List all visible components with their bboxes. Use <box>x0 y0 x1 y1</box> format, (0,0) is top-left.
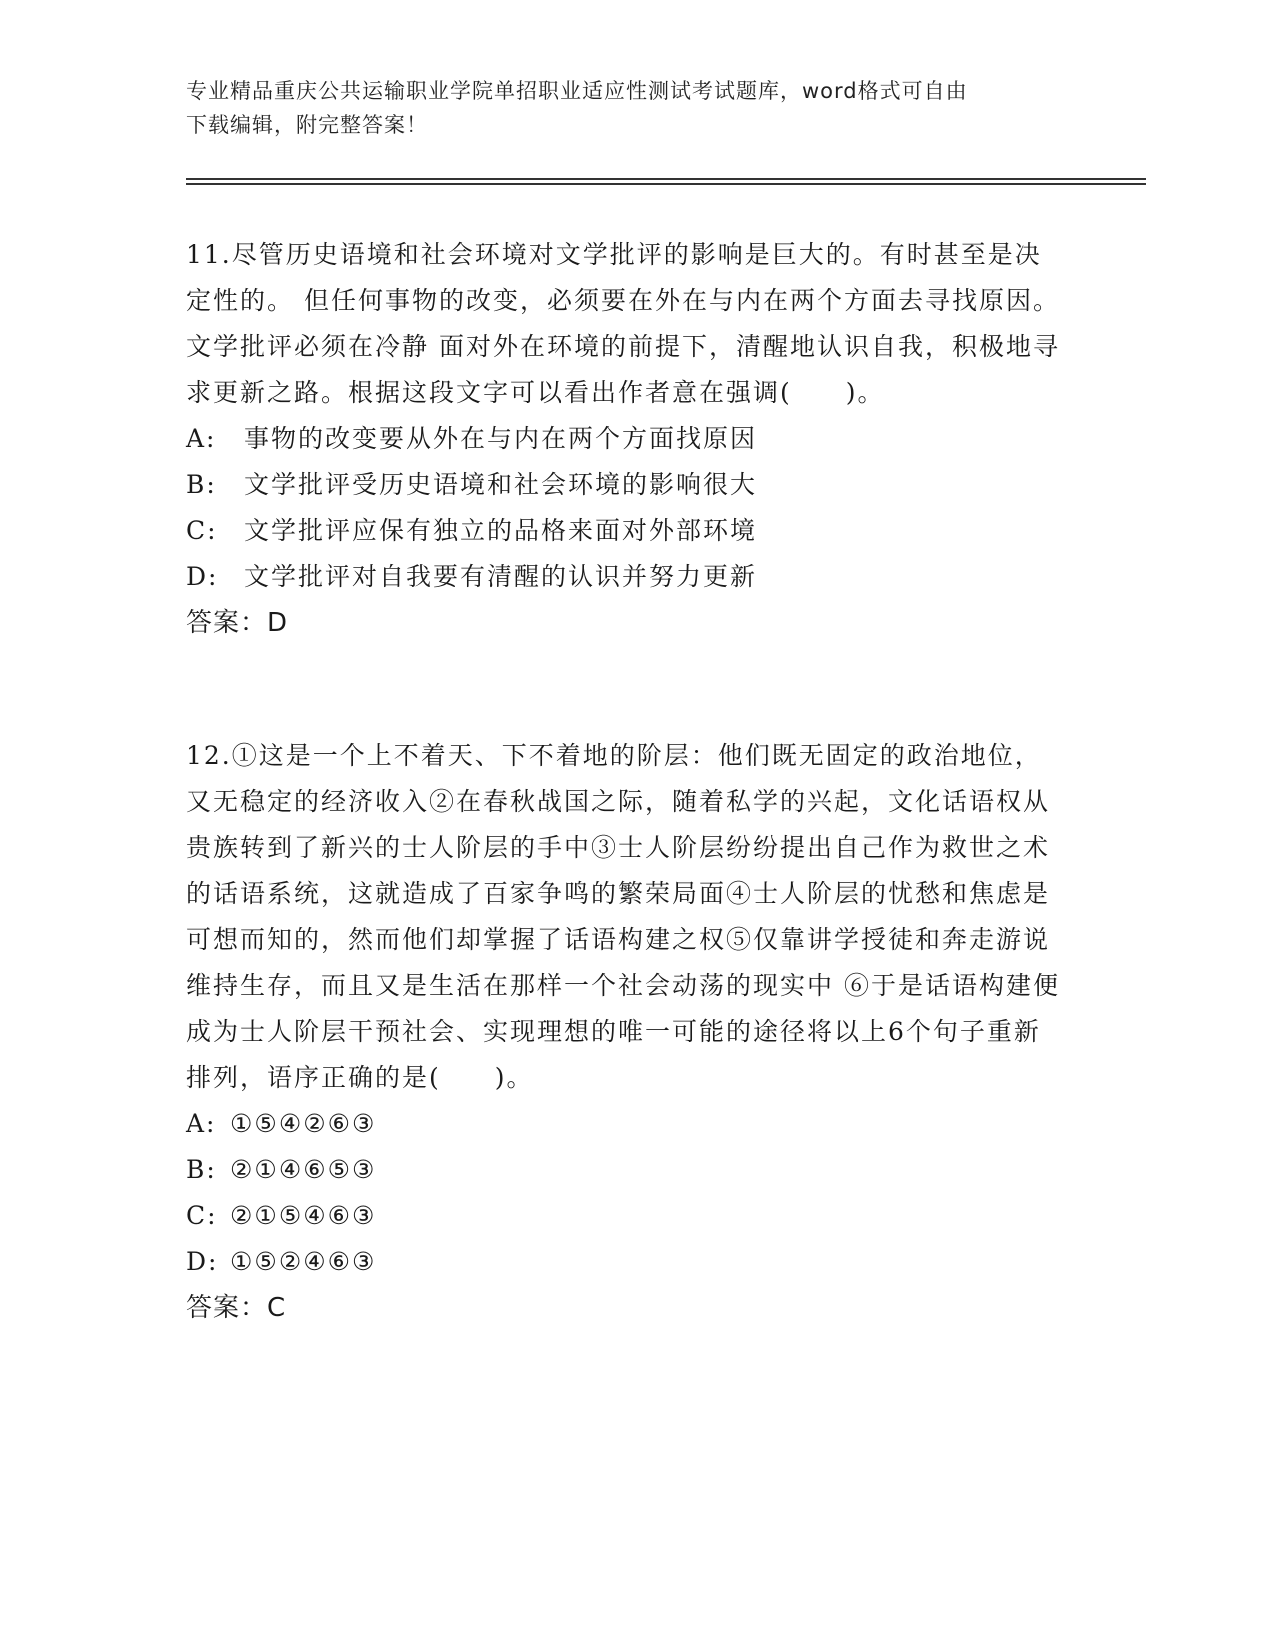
question-stem <box>186 733 1066 1101</box>
option-b <box>186 462 1066 508</box>
option-c <box>186 508 1066 554</box>
option-text: 文学批评受历史语境和社会环境的影响很大 <box>244 470 758 499</box>
option-text: ①⑤④②⑥③ <box>230 1109 377 1138</box>
document-header <box>186 74 1066 142</box>
option-text: 事物的改变要从外在与内在两个方面找原因 <box>244 424 758 453</box>
option-key: A: <box>186 1109 217 1138</box>
header-divider-bottom <box>186 183 1146 185</box>
option-a <box>186 1101 1066 1147</box>
question-number: 11. <box>186 240 232 269</box>
question-11 <box>186 232 1066 646</box>
option-key: D: <box>186 562 219 591</box>
option-key: D: <box>186 1247 219 1276</box>
option-a <box>186 416 1066 462</box>
option-d <box>186 1239 1066 1285</box>
option-text: ②①④⑥⑤③ <box>230 1155 377 1184</box>
option-text: ②①⑤④⑥③ <box>230 1201 377 1230</box>
option-key: B: <box>186 1155 217 1184</box>
option-d <box>186 554 1066 600</box>
option-c <box>186 1193 1066 1239</box>
question-stem <box>186 232 1066 416</box>
question-number: 12. <box>186 741 232 770</box>
option-text: 文学批评对自我要有清醒的认识并努力更新 <box>244 562 758 591</box>
option-b <box>186 1147 1066 1193</box>
question-text: ①这是一个上不着天、下不着地的阶层：他们既无固定的政治地位，又无稳定的经济收入②在春秋战国之际，随着私学的兴起，文化话语权从贵族转到了新兴的士人阶层的手中③士人阶层纷纷提出自己作为救世之术的话语系统，这就造成了百家争鸣的繁荣局面④士人阶层的忧愁和焦虑是可想而知的，然而他们却掌握了话语构建之权⑤仅靠讲学授徒和奔走游说维持生存，而且又是生活在那样一个社会动荡的现实中 ⑥于是话语构建便成为士人阶层干预社会、实现理想的唯一可能的途径将以上6个句子重新排列，语序正确的是( )。 <box>186 741 1060 1092</box>
option-list <box>186 416 1066 600</box>
question-text: 尽管历史语境和社会环境对文学批评的影响是巨大的。有时甚至是决定性的。 但任何事物的改变，必须要在外在与内在两个方面去寻找原因。文学批评必须在冷静 面对外在环境的前提下，清醒地认识自我，积极地寻求更新之路。根据这段文字可以看出作者意在强调( )。 <box>186 240 1060 407</box>
option-text: ①⑤②④⑥③ <box>230 1247 377 1276</box>
header-divider-top <box>186 178 1146 180</box>
question-12 <box>186 733 1066 1331</box>
option-key: C: <box>186 1201 218 1230</box>
answer-line: 答案：C <box>186 1293 287 1323</box>
answer-line: 答案：D <box>186 608 289 638</box>
option-key: C: <box>186 516 218 545</box>
option-key: B: <box>186 470 217 499</box>
option-key: A: <box>186 424 217 453</box>
option-list <box>186 1101 1066 1285</box>
header-line-1: 专业精品重庆公共运输职业学院单招职业适应性测试考试题库，word格式可自由 <box>186 79 968 103</box>
header-line-2: 下载编辑，附完整答案！ <box>186 113 428 137</box>
option-text: 文学批评应保有独立的品格来面对外部环境 <box>244 516 758 545</box>
